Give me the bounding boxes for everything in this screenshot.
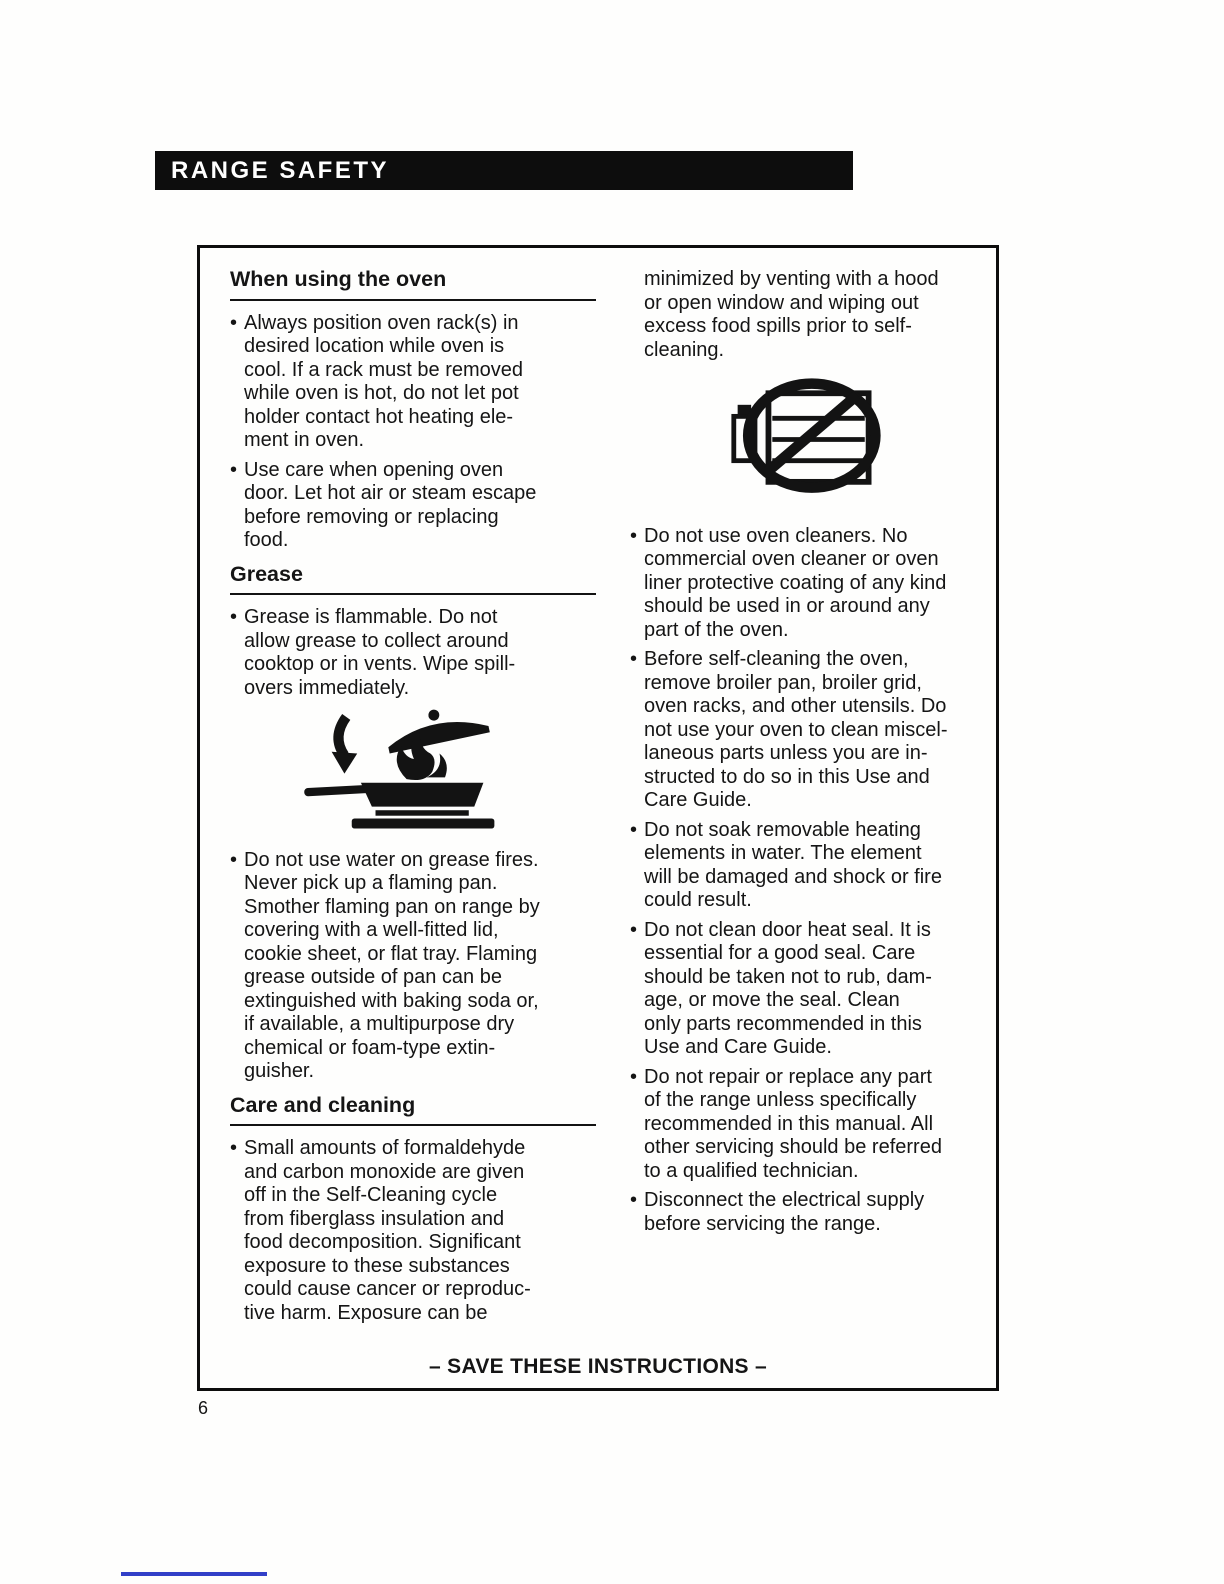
bullet-item (630, 919, 982, 1060)
flaming-pan-illustration (230, 706, 596, 841)
bullet-text: Always position oven rack(s) in desired location while oven is cool. If a rack must be removed while oven is hot, do not let pot holder contact hot heating ele- ment in oven. (244, 311, 524, 451)
bullet-text: Do not use oven cleaners. No commercial oven cleaner or oven liner protective coating of any kind should be used in or around any part of the oven. (644, 524, 947, 641)
bullet-item (230, 606, 596, 700)
page-number: 6 (198, 1398, 209, 1418)
safety-instructions-box (197, 245, 999, 1391)
right-column (630, 266, 982, 1331)
bullet-item (230, 459, 596, 553)
heading-when-using-the-oven: When using the oven (230, 268, 596, 301)
heading-grease: Grease (230, 563, 596, 596)
left-column (230, 266, 596, 1331)
bullet-item (630, 525, 982, 643)
bullet-item (230, 849, 596, 1084)
no-oven-cleaners-illustration (630, 374, 982, 511)
bullet-text: Grease is flammable. Do not allow grease to collect around cooktop or in vents. Wipe spill- overs immediately. (244, 606, 516, 699)
bullet-item (230, 1137, 596, 1325)
range-safety-header-bar (155, 151, 853, 190)
bullet-item (230, 312, 596, 453)
prohibition-oven-cleaner-icon (719, 374, 894, 504)
heading-care-and-cleaning: Care and cleaning (230, 1094, 596, 1127)
section-title: RANGE SAFETY (171, 156, 390, 184)
bullet-text: Disconnect the electrical supply before servicing the range. (644, 1189, 925, 1235)
bullet-text: Do not clean door heat seal. It is essential for a good seal. Care should be taken not to rub, dam- age, or move the seal. Clean only parts recommended in this Use and Care Guide. (644, 918, 932, 1058)
flaming-pan-icon (293, 706, 533, 834)
bullet-item (630, 819, 982, 913)
bullet-text: Do not repair or replace any part of the range unless specifically recommended in this manual. All other servicing should be referred to a qualified technician. (644, 1065, 942, 1182)
continuation-text: minimized by venting with a hood or open window and wiping out excess food spills prior to self- cleaning. (644, 268, 939, 361)
bullet-text: Before self-cleaning the oven, remove broiler pan, broiler grid, oven racks, and other utensils. Do not use your oven to clean miscel- laneous parts unless you are in- structed to do so in this Use and Care Guide. (644, 648, 948, 811)
bullet-item (630, 1189, 982, 1236)
bullet-text: Use care when opening oven door. Let hot air or steam escape before removing or replacing food. (244, 458, 537, 551)
bullet-text: Do not use water on grease fires. Never pick up a flaming pan. Smother flaming pan on range by covering with a well-fitted lid, cookie sheet, or flat tray. Flaming grease outside of pan can be extinguished with baking soda or, if available, a multipurpose dry chemical or foam-type extin- guisher. (244, 848, 540, 1082)
bullet-item (630, 648, 982, 813)
bullet-text: Do not soak removable heating elements in water. The element will be damaged and shock or fire could result. (644, 818, 942, 911)
bullet-item (630, 1066, 982, 1184)
scan-artifact-blue-line (121, 1572, 267, 1576)
save-instructions-footer: – SAVE THESE INSTRUCTIONS – (429, 1355, 767, 1378)
two-column-layout (200, 248, 996, 1331)
bullet-text: Small amounts of formaldehyde and carbon monoxide are given off in the Self-Cleaning cycle from fiberglass insulation and food decomposition. Significant exposure to these substances could cause cancer or reproduc- tive harm. Exposure can be (244, 1137, 531, 1324)
